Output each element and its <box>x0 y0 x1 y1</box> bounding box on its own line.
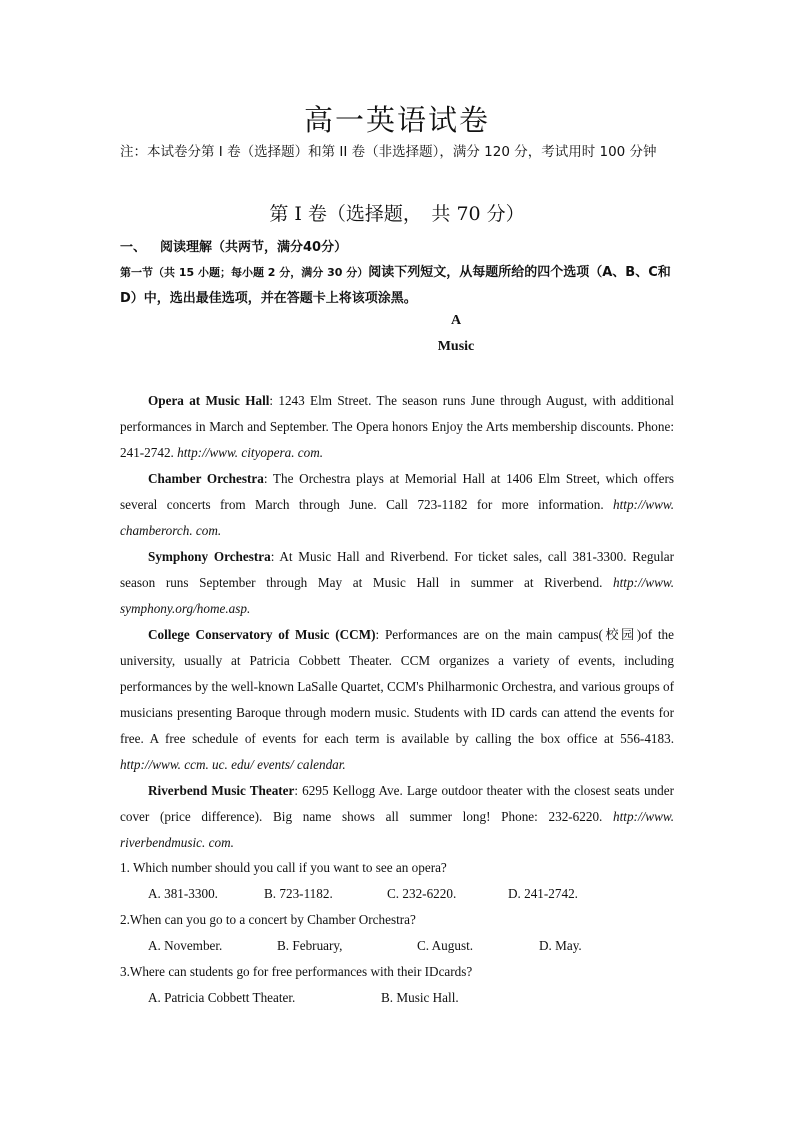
option-a: A. 381-3300. <box>148 886 218 901</box>
entry-name: College Conservatory of Music (CCM) <box>148 627 376 642</box>
passage-body <box>120 388 674 856</box>
passage-entry <box>120 466 674 544</box>
passage-entry <box>120 388 674 466</box>
question <box>120 959 680 1011</box>
question-options <box>120 881 680 907</box>
question-options <box>120 985 680 1011</box>
question <box>120 855 680 907</box>
question-stem: 2.When can you go to a concert by Chamber Orchestra? <box>120 912 416 927</box>
option-b: B. February, <box>277 938 343 953</box>
exam-title: 高一英语试卷 <box>303 103 490 137</box>
part-heading <box>120 236 347 255</box>
option-d: D. 241-2742. <box>508 886 578 901</box>
passage-letter: A <box>450 313 462 328</box>
passage-entry <box>120 622 674 778</box>
part-heading-text: 阅读理解（共两节，满分40分） <box>160 240 348 255</box>
exam-note: 注：本试卷分第 I 卷（选择题）和第 II 卷（非选择题），满分 120 分，考试用时 100 分钟 <box>120 144 657 160</box>
option-a: A. November. <box>148 938 223 953</box>
option-c: C. 232-6220. <box>387 886 457 901</box>
question <box>120 907 680 959</box>
passage-entry <box>120 778 674 856</box>
entry-text: : 6295 Kellogg Ave. Large outdoor theater with the closest seats under cover (price difference). Big name shows all summer long! Phone: 232-6220. <box>120 783 674 824</box>
question-list <box>120 855 680 1011</box>
entry-text: : Performances are on the main campus(校园)of the university, usually at Patricia Cobbett Theater. CCM organizes a variety of events, including performances by the well-known LaSalle Quartet, CCM's Philharmonic Orchestra, and various groups of musicians presenting Baroque through modern music. Students with ID cards can attend the events for free. A free schedule of events for each term is available by calling the box office at 556-4183. <box>120 627 674 746</box>
part-number: 一、 <box>120 240 147 255</box>
entry-name: Opera at Music Hall <box>148 393 270 408</box>
question-options <box>120 933 680 959</box>
entry-text: : 1243 Elm Street. The season runs June through August, with additional performances in March and September. The Opera honors Enjoy the Arts membership discounts. Phone: 241-2742. <box>120 393 674 460</box>
option-b: B. 723-1182. <box>264 886 333 901</box>
entry-url: http://www. symphony.org/home.asp. <box>120 575 674 616</box>
entry-name: Symphony Orchestra <box>148 549 271 564</box>
passage-title: Music <box>437 339 475 354</box>
entry-text: : At Music Hall and Riverbend. For ticket sales, call 381-3300. Regular season runs September through May at Music Hall in summer at Riverbend. <box>120 549 674 590</box>
entry-url: http://www. ccm. uc. edu/ events/ calendar. <box>120 757 346 772</box>
instruction-prefix: 第一节（共 15 小题；每小题 2 分，满分 30 分） <box>120 266 369 279</box>
entry-text: : The Orchestra plays at Memorial Hall at 1406 Elm Street, which offers several concerts from March through June. Call 723-1182 for more information. <box>120 471 674 512</box>
entry-url: http://www. chamberorch. com. <box>120 497 674 538</box>
entry-url: http://www. cityopera. com. <box>177 445 324 460</box>
option-b: B. Music Hall. <box>381 990 459 1005</box>
question-stem: 1. Which number should you call if you want to see an opera? <box>120 860 447 875</box>
entry-url: http://www. riverbendmusic. com. <box>120 809 674 850</box>
entry-name: Chamber Orchestra <box>148 471 264 486</box>
part-instruction <box>120 260 680 312</box>
section-title: 第 I 卷（选择题， 共 70 分） <box>269 203 525 225</box>
question-stem: 3.Where can students go for free performances with their IDcards? <box>120 964 473 979</box>
option-d: D. May. <box>539 938 582 953</box>
option-c: C. August. <box>417 938 474 953</box>
instruction-main: 阅读下列短文，从每题所给的四个选项（A、B、C和D）中，选出最佳选项，并在答题卡上将该项涂黑。 <box>120 265 671 306</box>
passage-entry <box>120 544 674 622</box>
option-a: A. Patricia Cobbett Theater. <box>148 990 296 1005</box>
entry-name: Riverbend Music Theater <box>148 783 295 798</box>
